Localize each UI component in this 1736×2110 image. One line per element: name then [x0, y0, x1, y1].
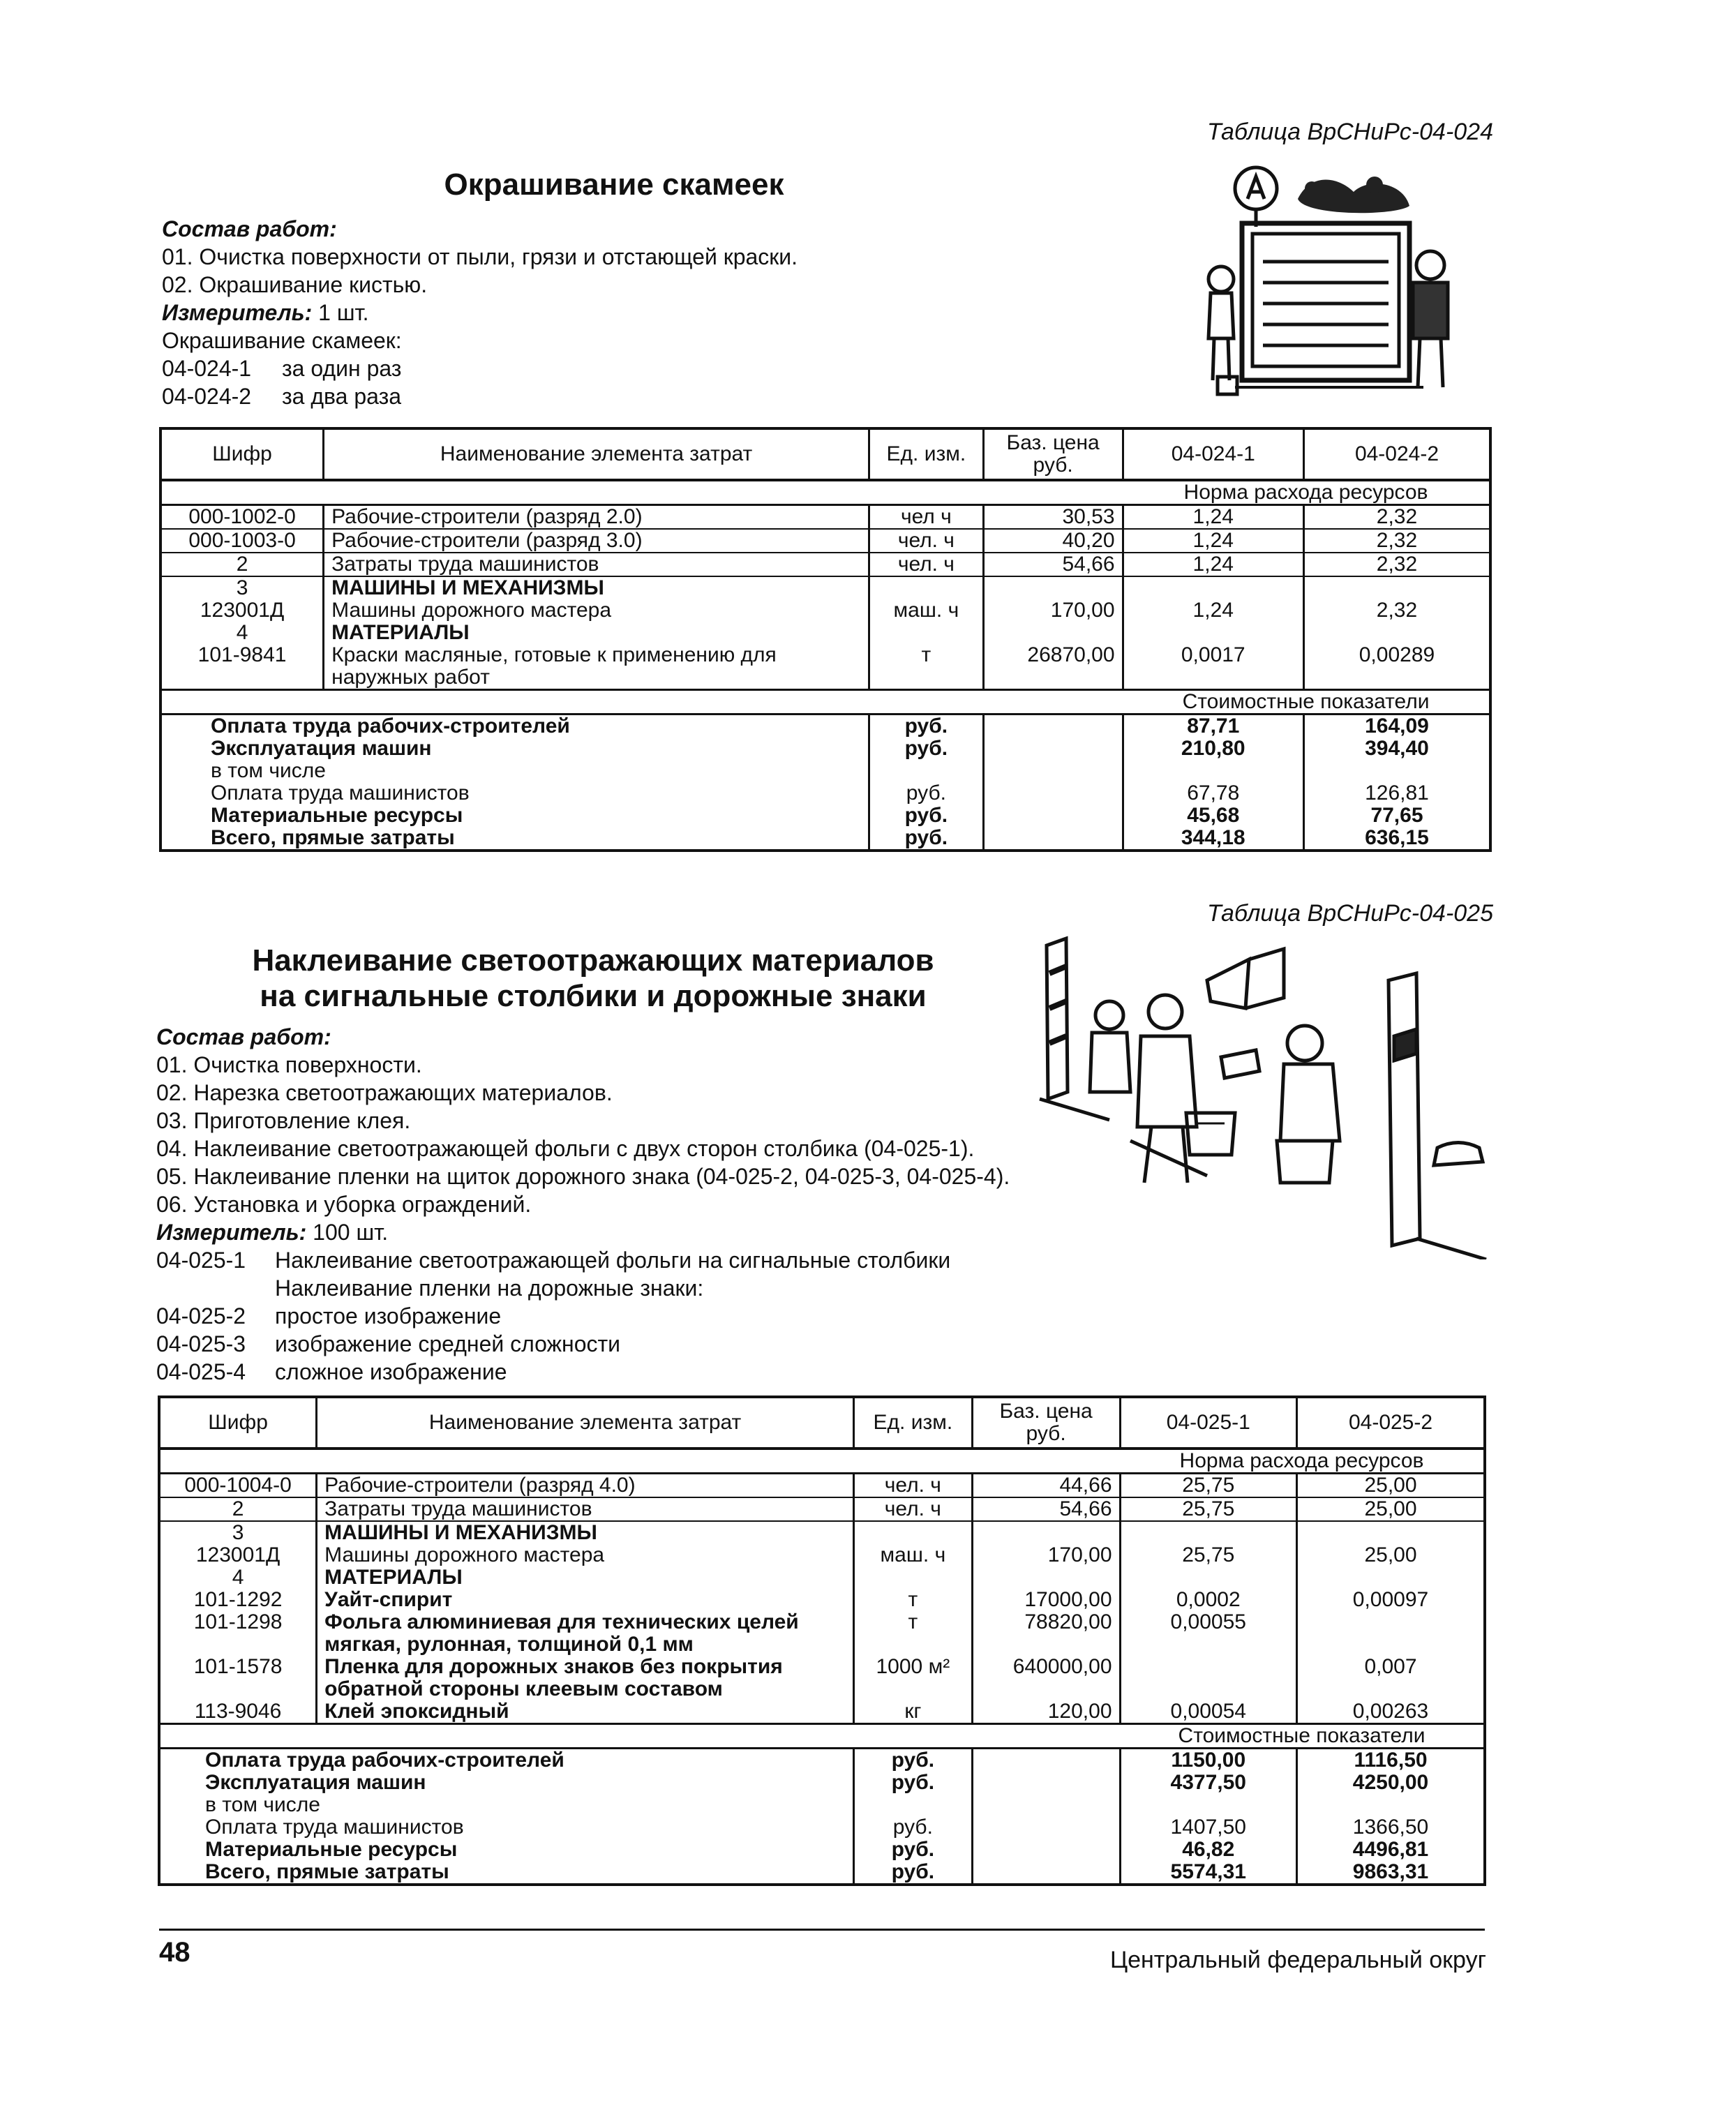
cost-v2: 164,09: [1303, 714, 1490, 738]
row-name: Уайт-спирит: [317, 1589, 854, 1611]
item-code: 04-024-2: [162, 384, 252, 409]
row-price: 30,53: [983, 505, 1123, 530]
row-unit: кг: [854, 1700, 973, 1724]
table-row: [159, 1611, 1485, 1656]
row-code: 123001Д: [160, 599, 324, 622]
row-price: 44,66: [972, 1474, 1120, 1498]
cost-unit: руб.: [869, 714, 984, 738]
cost-v1: 344,18: [1123, 827, 1303, 851]
cost-name: Оплата труда машинистов: [159, 1816, 854, 1839]
norm-title: Норма расхода ресурсов: [1123, 480, 1490, 505]
work-step: 01. Очистка поверхности.: [156, 1052, 422, 1077]
row-name: МАШИНЫ И МЕХАНИЗМЫ: [324, 576, 869, 599]
row-name: МАТЕРИАЛЫ: [317, 1566, 854, 1589]
table-row: [159, 1521, 1485, 1544]
composition-label: Состав работ:: [162, 216, 337, 241]
header-code: Шифр: [160, 428, 324, 480]
cost-v2: 1366,50: [1297, 1816, 1485, 1839]
row-v1: 25,75: [1120, 1544, 1297, 1566]
row-unit: т: [869, 644, 984, 690]
cost-row: [159, 1816, 1485, 1839]
cost-v1: 210,80: [1123, 738, 1303, 760]
row-price: 170,00: [972, 1544, 1120, 1566]
cost-row: [159, 1861, 1485, 1885]
row-unit: маш. ч: [869, 599, 984, 622]
item-label: сложное изображение: [275, 1359, 507, 1384]
meter-line: [156, 1218, 1010, 1246]
row-name: Фольга алюминиевая для технических целей мягкая, рулонная, толщиной 0,1 мм: [317, 1611, 854, 1656]
row-price: 26870,00: [983, 644, 1123, 690]
item-line: [162, 382, 798, 410]
header-col2: 04-024-2: [1303, 428, 1490, 480]
header-name: Наименование элемента затрат: [324, 428, 869, 480]
cost-unit: руб.: [869, 782, 984, 805]
norm-title: Норма расхода ресурсов: [1120, 1449, 1485, 1474]
cost-row: [159, 1749, 1485, 1772]
cost-row: [160, 714, 1490, 738]
cost-v1: 45,68: [1123, 805, 1303, 827]
row-name: Затраты труда машинистов: [324, 553, 869, 576]
composition-label: Состав работ:: [156, 1024, 331, 1049]
row-name: Рабочие-строители (разряд 4.0): [317, 1474, 854, 1498]
row-name: Рабочие-строители (разряд 2.0): [324, 505, 869, 530]
work-step: 04. Наклеивание светоотражающей фольги с двух сторон столбика (04-025-1).: [156, 1136, 975, 1161]
row-v1: 0,0002: [1120, 1589, 1297, 1611]
row-v1: 0,0017: [1123, 644, 1303, 690]
table-row: [159, 1544, 1485, 1566]
item-line: [156, 1274, 1010, 1302]
item-label: за один раз: [282, 356, 402, 381]
table-row: [160, 553, 1490, 576]
cost-row: [159, 1772, 1485, 1794]
cost-title: Стоимостные показатели: [1120, 1724, 1485, 1749]
table-row: [160, 505, 1490, 530]
norm-title-row: [160, 480, 1490, 505]
work-step: 05. Наклеивание пленки на щиток дорожного знака (04-025-2, 04-025-3, 04-025-4).: [156, 1164, 1010, 1189]
table-row: [159, 1700, 1485, 1724]
row-name: Машины дорожного мастера: [324, 599, 869, 622]
row-v2: 0,00097: [1297, 1589, 1485, 1611]
reflective-film-illustration: [1026, 931, 1500, 1259]
row-v2: 25,00: [1297, 1544, 1485, 1566]
item-code: 04-025-1: [156, 1248, 246, 1273]
row-code: 3: [159, 1521, 317, 1544]
row-price: 170,00: [983, 599, 1123, 622]
cost-v2: 4496,81: [1297, 1839, 1485, 1861]
cost-v1: 67,78: [1123, 782, 1303, 805]
work-step: 03. Приготовление клея.: [156, 1108, 411, 1133]
table-code-2: Таблица ВрСНиРс-04-025: [1206, 900, 1493, 927]
cost-row: [160, 760, 1490, 782]
section-title-2: [160, 943, 1026, 1014]
section-title-2-line1: Наклеивание светоотражающих материалов: [252, 943, 934, 978]
row-v1: 0,00054: [1120, 1700, 1297, 1724]
row-unit: чел. ч: [869, 529, 984, 553]
row-unit: чел. ч: [854, 1497, 973, 1521]
work-step: 02. Окрашивание кистью.: [162, 272, 428, 297]
table-row: [159, 1474, 1485, 1498]
item-code: 04-024-1: [162, 356, 252, 381]
cost-name: Всего, прямые затраты: [160, 827, 869, 851]
row-price: 40,20: [983, 529, 1123, 553]
row-code: 4: [159, 1566, 317, 1589]
row-price: 17000,00: [972, 1589, 1120, 1611]
resource-table-2: [158, 1396, 1486, 1886]
row-code: 000-1002-0: [160, 505, 324, 530]
table-row: [159, 1656, 1485, 1700]
work-info-2: [156, 1023, 1010, 1386]
cost-name: Эксплуатация машин: [159, 1772, 854, 1794]
header-unit: Ед. изм.: [869, 428, 984, 480]
row-code: 113-9046: [159, 1700, 317, 1724]
row-name: Клей эпоксидный: [317, 1700, 854, 1724]
footer-rule: [159, 1929, 1485, 1931]
row-v2: 2,32: [1303, 529, 1490, 553]
item-code: 04-025-2: [156, 1303, 246, 1329]
item-line: [156, 1302, 1010, 1330]
page-number: 48: [159, 1937, 190, 1968]
header-col1: 04-025-1: [1120, 1397, 1297, 1449]
meter-label: Измеритель:: [156, 1220, 307, 1245]
table-row: [159, 1497, 1485, 1521]
cost-row: [160, 782, 1490, 805]
cost-name: Эксплуатация машин: [160, 738, 869, 760]
item-code: 04-025-4: [156, 1359, 246, 1384]
meter-value: 1 шт.: [312, 300, 369, 325]
header-price: Баз. цена руб.: [983, 428, 1123, 480]
item-label: Наклеивание светоотражающей фольги на сигнальные столбики: [275, 1248, 951, 1273]
row-v2: 2,32: [1303, 505, 1490, 530]
cost-v1: 4377,50: [1120, 1772, 1297, 1794]
cost-row: [159, 1794, 1485, 1816]
cost-v2: 1116,50: [1297, 1749, 1485, 1772]
bench-painting-illustration: [1200, 157, 1451, 405]
cost-row: [159, 1839, 1485, 1861]
cost-v2: 77,65: [1303, 805, 1490, 827]
cost-unit: руб.: [854, 1772, 973, 1794]
row-v1: 1,24: [1123, 505, 1303, 530]
row-v1: 25,75: [1120, 1497, 1297, 1521]
row-v2: 25,00: [1297, 1497, 1485, 1521]
meter-label: Измеритель:: [162, 300, 313, 325]
row-unit: маш. ч: [854, 1544, 973, 1566]
row-name: Пленка для дорожных знаков без покрытия обратной стороны клеевым составом: [317, 1656, 854, 1700]
row-code: 000-1003-0: [160, 529, 324, 553]
cost-row: [160, 827, 1490, 851]
item-label: простое изображение: [275, 1303, 502, 1329]
header-code: Шифр: [159, 1397, 317, 1449]
cost-unit: руб.: [869, 827, 984, 851]
row-code: 4: [160, 622, 324, 644]
row-v2: 0,00289: [1303, 644, 1490, 690]
cost-title-row: [159, 1724, 1485, 1749]
header-col2: 04-025-2: [1297, 1397, 1485, 1449]
row-v2: 0,007: [1297, 1656, 1485, 1700]
table-row: [159, 1589, 1485, 1611]
item-line: [156, 1330, 1010, 1358]
row-v1: [1120, 1656, 1297, 1700]
row-code: 101-1292: [159, 1589, 317, 1611]
cost-v2: 126,81: [1303, 782, 1490, 805]
row-v1: 1,24: [1123, 529, 1303, 553]
work-info-1: [162, 215, 798, 410]
row-price: 640000,00: [972, 1656, 1120, 1700]
row-code: 101-1298: [159, 1611, 317, 1656]
row-v2: 25,00: [1297, 1474, 1485, 1498]
cost-v1: 1407,50: [1120, 1816, 1297, 1839]
work-step: 06. Установка и уборка ограждений.: [156, 1192, 532, 1217]
cost-name: Оплата труда рабочих-строителей: [159, 1749, 854, 1772]
cost-unit: руб.: [854, 1861, 973, 1885]
cost-name: Материальные ресурсы: [160, 805, 869, 827]
cost-name: в том числе: [159, 1794, 854, 1816]
row-code: 3: [160, 576, 324, 599]
row-v1: 25,75: [1120, 1474, 1297, 1498]
row-code: 101-9841: [160, 644, 324, 690]
row-name: Краски масляные, готовые к применению для наружных работ: [324, 644, 869, 690]
cost-v1: 46,82: [1120, 1839, 1297, 1861]
table-row: [160, 622, 1490, 644]
row-code: 101-1578: [159, 1656, 317, 1700]
cost-v1: 87,71: [1123, 714, 1303, 738]
header-col1: 04-024-1: [1123, 428, 1303, 480]
work-step: 02. Нарезка светоотражающих материалов.: [156, 1080, 613, 1105]
row-unit: 1000 м²: [854, 1656, 973, 1700]
cost-v2: 636,15: [1303, 827, 1490, 851]
table-row: [159, 1566, 1485, 1589]
item-line: [156, 1246, 1010, 1274]
norm-title-row: [159, 1449, 1485, 1474]
row-code: 2: [159, 1497, 317, 1521]
row-code: 2: [160, 553, 324, 576]
row-price: 54,66: [983, 553, 1123, 576]
header-name: Наименование элемента затрат: [317, 1397, 854, 1449]
row-price: 78820,00: [972, 1611, 1120, 1656]
row-v2: 2,32: [1303, 599, 1490, 622]
row-price: 54,66: [972, 1497, 1120, 1521]
row-unit: чел. ч: [869, 553, 984, 576]
row-unit: т: [854, 1589, 973, 1611]
row-v1: 1,24: [1123, 553, 1303, 576]
section-title-1: Окрашивание скамеек: [444, 167, 784, 202]
table-row: [160, 529, 1490, 553]
row-code: 000-1004-0: [159, 1474, 317, 1498]
section-title-2-line2: на сигнальные столбики и дорожные знаки: [260, 978, 927, 1013]
row-code: 123001Д: [159, 1544, 317, 1566]
row-v1: 0,00055: [1120, 1611, 1297, 1656]
cost-v1: 1150,00: [1120, 1749, 1297, 1772]
row-unit: чел. ч: [854, 1474, 973, 1498]
cost-v2: 4250,00: [1297, 1772, 1485, 1794]
meter-line: [162, 299, 798, 327]
cost-name: Оплата труда машинистов: [160, 782, 869, 805]
cost-unit: руб.: [869, 738, 984, 760]
cost-title: Стоимостные показатели: [1123, 690, 1490, 714]
cost-name: в том числе: [160, 760, 869, 782]
cost-v1: 5574,31: [1120, 1861, 1297, 1885]
item-code: 04-025-3: [156, 1331, 246, 1356]
header-price: Баз. цена руб.: [972, 1397, 1120, 1449]
cost-name: Всего, прямые затраты: [159, 1861, 854, 1885]
items-title: Окрашивание скамеек:: [162, 328, 402, 353]
cost-row: [160, 738, 1490, 760]
cost-unit: руб.: [854, 1839, 973, 1861]
item-label: за два раза: [282, 384, 402, 409]
region-name: Центральный федеральный округ: [1109, 1947, 1486, 1973]
cost-v2: 9863,31: [1297, 1861, 1485, 1885]
row-name: Машины дорожного мастера: [317, 1544, 854, 1566]
table-row: [160, 576, 1490, 599]
row-v2: 2,32: [1303, 553, 1490, 576]
row-name: Затраты труда машинистов: [317, 1497, 854, 1521]
row-v2: [1297, 1611, 1485, 1656]
cost-name: Материальные ресурсы: [159, 1839, 854, 1861]
row-name: Рабочие-строители (разряд 3.0): [324, 529, 869, 553]
table-row: [160, 599, 1490, 622]
cost-unit: руб.: [854, 1749, 973, 1772]
work-step: 01. Очистка поверхности от пыли, грязи и отстающей краски.: [162, 244, 798, 269]
resource-table-1: [159, 427, 1492, 852]
cost-name: Оплата труда рабочих-строителей: [160, 714, 869, 738]
row-unit: чел ч: [869, 505, 984, 530]
table-code-1: Таблица ВрСНиРс-04-024: [1206, 119, 1493, 145]
row-name: МАШИНЫ И МЕХАНИЗМЫ: [317, 1521, 854, 1544]
cost-row: [160, 805, 1490, 827]
cost-title-row: [160, 690, 1490, 714]
row-unit: т: [854, 1611, 973, 1656]
header-unit: Ед. изм.: [854, 1397, 973, 1449]
item-label: изображение средней сложности: [275, 1331, 621, 1356]
cost-unit: руб.: [869, 805, 984, 827]
item-label: Наклеивание пленки на дорожные знаки:: [275, 1275, 704, 1301]
cost-unit: руб.: [854, 1816, 973, 1839]
item-line: [162, 354, 798, 382]
row-v2: 0,00263: [1297, 1700, 1485, 1724]
row-price: 120,00: [972, 1700, 1120, 1724]
row-name: МАТЕРИАЛЫ: [324, 622, 869, 644]
table-row: [160, 644, 1490, 690]
row-v1: 1,24: [1123, 599, 1303, 622]
item-line: [156, 1358, 1010, 1386]
meter-value: 100 шт.: [306, 1220, 389, 1245]
cost-v2: 394,40: [1303, 738, 1490, 760]
